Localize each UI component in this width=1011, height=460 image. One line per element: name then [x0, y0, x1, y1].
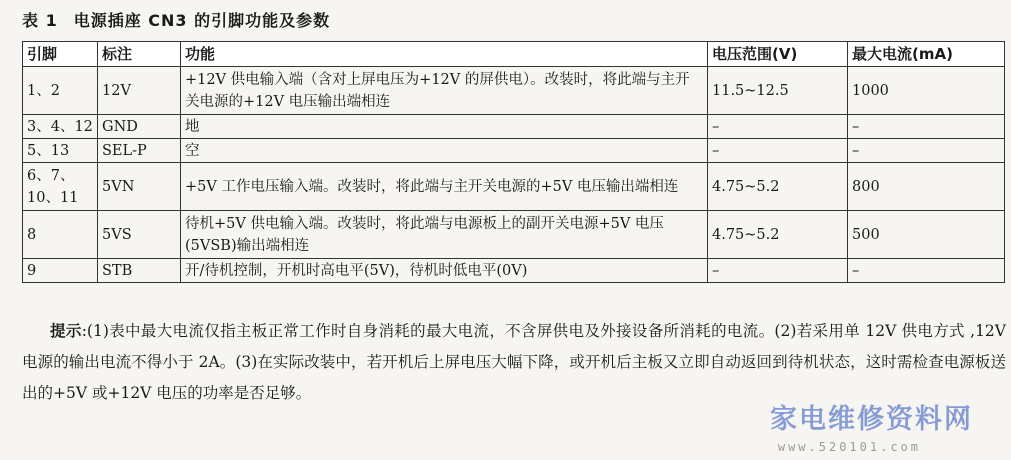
header-pin: 引脚 [23, 42, 98, 67]
watermark-text: 家电维修资料网 [770, 404, 973, 435]
notes-body: :(1)表中最大电流仅指主板正常工作时自身消耗的最大电流，不含屏供电及外接设备所消耗的电流。(2)若采用单 12V 供电方式 ,12V 电源的输出电流不得小于 2A。(3)在实际改装中，若开机后上屏电压大幅下降，或开机后主板又立即自动返回到待机状态，这时需检查电源板送出的+5V 或+12V 电压的功率是否足够。 [22, 322, 1006, 402]
table-caption [22, 8, 330, 31]
table-row [23, 67, 1005, 115]
notes-lead: 提示 [50, 322, 82, 340]
cell-mark: GND [98, 115, 181, 139]
cell-function: 空 [181, 139, 708, 163]
watermark-url: www.520101.com [777, 440, 921, 454]
table-number: 表 1 [22, 11, 58, 30]
pin-table [22, 41, 1005, 283]
cell-voltage: 4.75~5.2 [708, 163, 848, 211]
cell-function: 待机+5V 供电输入端。改装时，将此端与电源板上的副开关电源+5V 电压(5VSB)输出端相连 [181, 211, 708, 259]
cell-function: +12V 供电输入端（含对上屏电压为+12V 的屏供电）。改装时，将此端与主开关电源的+12V 电压输出端相连 [181, 67, 708, 115]
cell-pin: 1、2 [23, 67, 98, 115]
cell-voltage: 4.75~5.2 [708, 211, 848, 259]
table-row [23, 139, 1005, 163]
cell-voltage: – [708, 115, 848, 139]
header-function: 功能 [181, 42, 708, 67]
table-title: 电源插座 CN3 的引脚功能及参数 [73, 11, 331, 30]
cell-current: 1000 [848, 67, 1005, 115]
cell-current: – [848, 259, 1005, 283]
header-mark: 标注 [98, 42, 181, 67]
cell-function: +5V 工作电压输入端。改装时，将此端与主开关电源的+5V 电压输出端相连 [181, 163, 708, 211]
cell-mark: STB [98, 259, 181, 283]
table-row [23, 211, 1005, 259]
cell-voltage: 11.5~12.5 [708, 67, 848, 115]
header-current: 最大电流(mA) [848, 42, 1005, 67]
cell-function: 开/待机控制，开机时高电平(5V)，待机时低电平(0V) [181, 259, 708, 283]
table-header-row [23, 42, 1005, 67]
cell-current: 800 [848, 163, 1005, 211]
cell-current: – [848, 115, 1005, 139]
cell-current: – [848, 139, 1005, 163]
header-voltage: 电压范围(V) [708, 42, 848, 67]
cell-mark: 5VS [98, 211, 181, 259]
cell-voltage: – [708, 139, 848, 163]
cell-mark: 12V [98, 67, 181, 115]
cell-voltage: – [708, 259, 848, 283]
notes-paragraph [22, 316, 1006, 409]
cell-pin: 5、13 [23, 139, 98, 163]
table-row [23, 259, 1005, 283]
cell-pin: 8 [23, 211, 98, 259]
table-row [23, 115, 1005, 139]
table-row [23, 163, 1005, 211]
cell-pin: 6、7、10、11 [23, 163, 98, 211]
cell-pin: 9 [23, 259, 98, 283]
cell-mark: SEL-P [98, 139, 181, 163]
cell-mark: 5VN [98, 163, 181, 211]
cell-current: 500 [848, 211, 1005, 259]
cell-function: 地 [181, 115, 708, 139]
cell-pin: 3、4、12 [23, 115, 98, 139]
